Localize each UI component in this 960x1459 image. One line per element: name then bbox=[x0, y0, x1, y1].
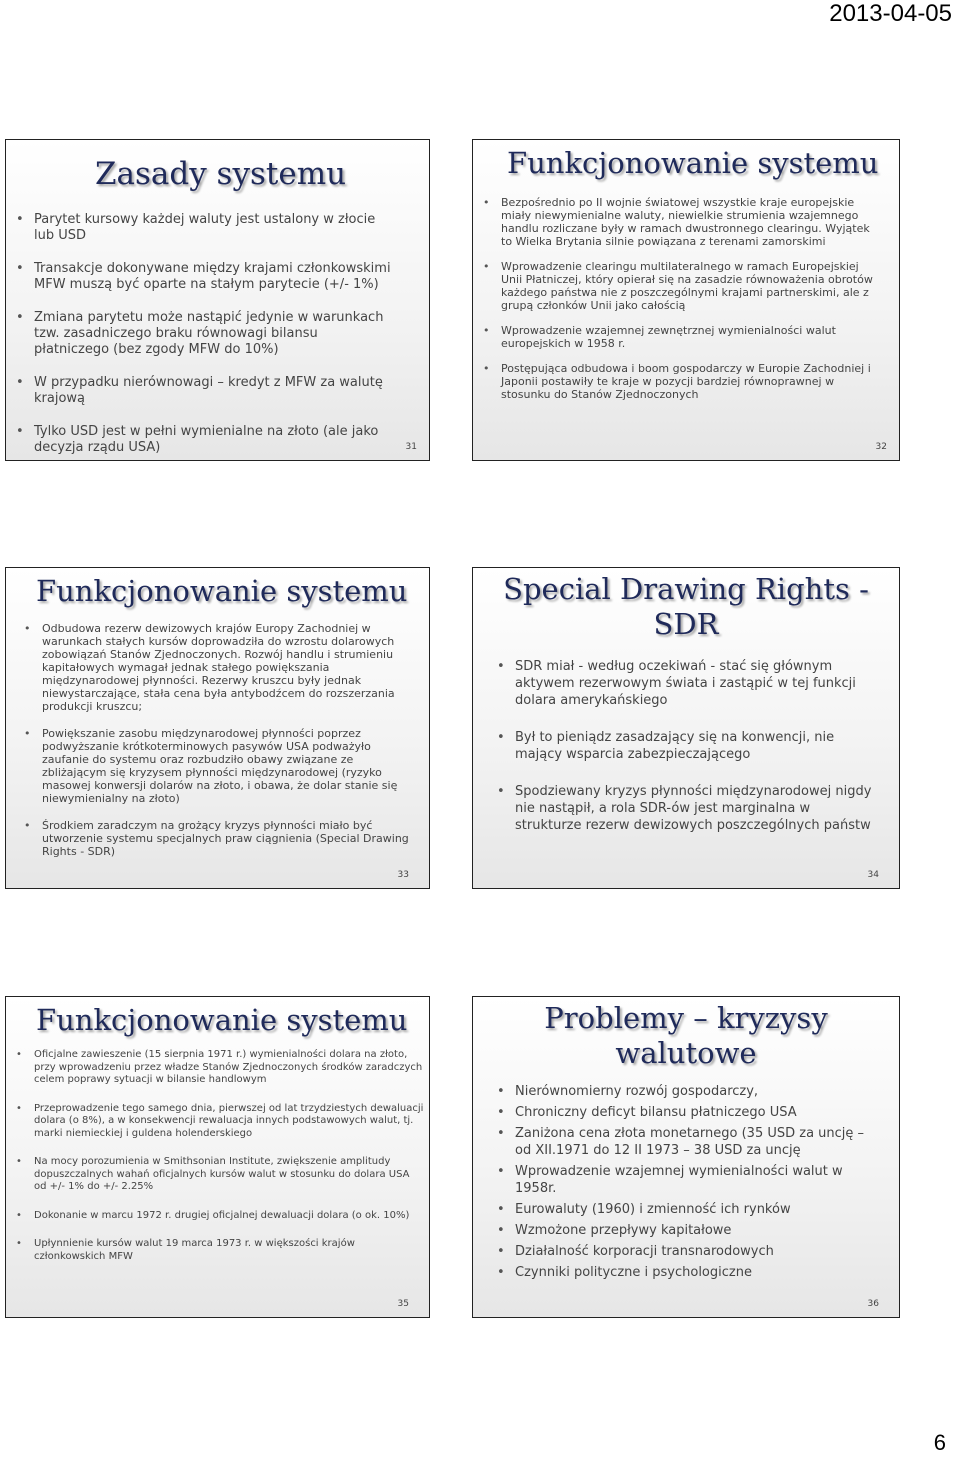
bullet-list bbox=[12, 1049, 425, 1263]
slide-title: Problemy – kryzysy walutowe bbox=[544, 1001, 828, 1070]
list-item: • Spodziewany kryzys płynności międzynarodowej nigdy nie nastąpił, a rola SDR-ów jest marginalna w strukturze rezerw dewizowych poszczególnych państw bbox=[493, 783, 879, 834]
list-item: • Wprowadzenie wzajemnej zewnętrznej wymienialności walut europejskich w 1958 r. bbox=[479, 324, 881, 350]
slide-title: Funkcjonowanie systemu bbox=[36, 1003, 408, 1037]
list-item: • Zmiana parytetu może nastąpić jedynie w warunkach tzw. zasadniczego braku równowagi bilansu płatniczego (bez zgody MFW do 10%) bbox=[12, 310, 395, 358]
list-item: • Bezpośrednio po II wojnie światowej wszystkie kraje europejskie miały niewymienialne waluty, niewielkie strumienia wzajemnego handlu rozliczane były w ramach dwustronnego clearingu. Wyjątek to Wielka Brytania silnie powiązana z terenami zamorskimi bbox=[479, 196, 881, 248]
slide-number: 36 bbox=[867, 1299, 879, 1309]
bullet-list bbox=[493, 1083, 879, 1281]
slide-number: 31 bbox=[405, 442, 417, 452]
slide-title: Funkcjonowanie systemu bbox=[36, 574, 408, 608]
bullet-list bbox=[479, 196, 881, 401]
list-item: • Na mocy porozumienia w Smithsonian Institute, zwiększenie amplitudy dopuszczalnych wahań oficjalnych kursów walut w stosunku do dolara USA od +/- 1% do +/- 2.25% bbox=[12, 1156, 425, 1194]
list-item: • Działalność korporacji transnarodowych bbox=[493, 1243, 879, 1260]
slide-title: Funkcjonowanie systemu bbox=[507, 146, 879, 180]
slide-35 bbox=[5, 996, 430, 1318]
slide-number: 35 bbox=[397, 1299, 409, 1309]
list-item: • Postępująca odbudowa i boom gospodarczy w Europie Zachodniej i Japonii postawiły te kraje w pozycji bardziej równoprawnej w stosunku do Stanów Zjednoczonych bbox=[479, 362, 881, 401]
list-item: • Czynniki polityczne i psychologiczne bbox=[493, 1264, 879, 1281]
list-item: • Zaniżona cena złota monetarnego (35 USD za uncję – od XII.1971 do 12 II 1973 – 38 USD za uncję bbox=[493, 1125, 879, 1159]
slide-31 bbox=[5, 139, 430, 461]
list-item: • Transakcje dokonywane między krajami członkowskimi MFW muszą być oparte na stałym parytecie (+/- 1%) bbox=[12, 261, 395, 293]
page-date: 2013-04-05 bbox=[829, 0, 952, 27]
list-item: • SDR miał - według oczekiwań - stać się głównym aktywem rezerwowym świata i zastąpić w tej funkcji dolara amerykańskiego bbox=[493, 658, 879, 709]
list-item: • Chroniczny deficyt bilansu płatniczego USA bbox=[493, 1104, 879, 1121]
list-item: • Odbudowa rezerw dewizowych krajów Europy Zachodniej w warunkach stałych kursów doprowadziła do wzrostu dolarowych zobowiązań Stanów Zjednoczonych. Rozwój handlu i strumieniu kapitałowych wymagał jednak stałego powiększania międzynarodowej płynności. Rezerwy kruszcu były jednak niewystarczające, stała cena była antybodźcem do rozszerzania produkcji kruszcu; bbox=[20, 622, 421, 713]
slide-title: Special Drawing Rights - SDR bbox=[503, 572, 869, 641]
list-item: • Powiększanie zasobu międzynarodowej płynności poprzez podwyższanie krótkoterminowych pasywów USA podważyło zaufanie do systemu oraz rozbudziło obawy związane ze zbliżającym się kryzysem płynności międzynarodowej (ryzyko masowej konwersji dolarów na złoto, i obawa, że dolar stanie się niewymienialny na złoto) bbox=[20, 727, 421, 805]
list-item: • Parytet kursowy każdej waluty jest ustalony w złocie lub USD bbox=[12, 212, 395, 244]
slide-32 bbox=[472, 139, 900, 461]
list-item: • Wprowadzenie wzajemnej wymienialności walut w 1958r. bbox=[493, 1163, 879, 1197]
list-item: • Był to pieniądz zasadzający się na konwencji, nie mający wsparcia zabezpieczającego bbox=[493, 729, 879, 763]
slide-number: 34 bbox=[867, 870, 879, 880]
slide-36 bbox=[472, 996, 900, 1318]
list-item: • Wprowadzenie clearingu multilateralnego w ramach Europejskiej Unii Płatniczej, który opierał się na zasadzie równoważenia obrotów każdego państwa nie z poszczególnymi krajami partnerskimi, ale z grupą członków Unii jako całością bbox=[479, 260, 881, 312]
bullet-list bbox=[20, 622, 421, 858]
list-item: • Eurowaluty (1960) i zmienność ich rynków bbox=[493, 1201, 879, 1218]
slide-number: 32 bbox=[875, 442, 887, 452]
slide-number: 33 bbox=[397, 870, 409, 880]
list-item: • Nierównomierny rozwój gospodarczy, bbox=[493, 1083, 879, 1100]
list-item: • Oficjalne zawieszenie (15 sierpnia 1971 r.) wymienialności dolara na złoto, przy wprowadzeniu przez władze Stanów Zjednoczonych środków zaradczych celem poprawy sytuacji w bilansie handlowym bbox=[12, 1049, 425, 1087]
list-item: • Środkiem zaradczym na grożący kryzys płynności miało być utworzenie systemu specjalnych praw ciągnienia (Special Drawing Rights - SDR) bbox=[20, 819, 421, 858]
list-item: • Wzmożone przepływy kapitałowe bbox=[493, 1222, 879, 1239]
page-number: 6 bbox=[933, 1430, 946, 1455]
slide-34 bbox=[472, 567, 900, 889]
bullet-list bbox=[493, 658, 879, 834]
list-item: • Tylko USD jest w pełni wymienialne na złoto (ale jako decyzja rządu USA) bbox=[12, 424, 395, 456]
list-item: • Dokonanie w marcu 1972 r. drugiej oficjalnej dewaluacji dolara (o ok. 10%) bbox=[12, 1210, 425, 1223]
bullet-list bbox=[12, 212, 395, 456]
list-item: • W przypadku nierównowagi – kredyt z MFW za walutę krajową bbox=[12, 375, 395, 407]
list-item: • Upłynnienie kursów walut 19 marca 1973 r. w większości krajów członkowskich MFW bbox=[12, 1238, 425, 1263]
list-item: • Przeprowadzenie tego samego dnia, pierwszej od lat trzydziestych dewaluacji dolara (o 8%), a w konsekwencji rewaluacja innych podstawowych walut, tj. marki niemieckiej i guldena holenderskiego bbox=[12, 1103, 425, 1141]
slide-33 bbox=[5, 567, 430, 889]
slide-title: Zasady systemu bbox=[94, 156, 347, 192]
